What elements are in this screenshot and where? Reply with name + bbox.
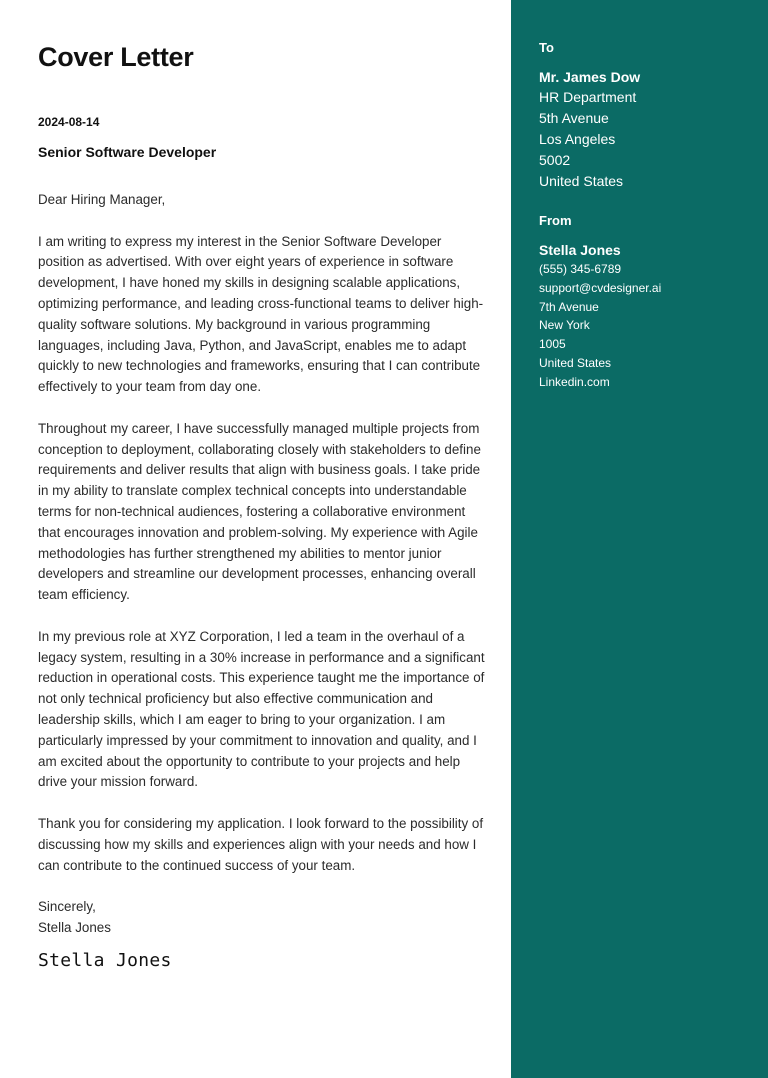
letter-date: 2024-08-14 (38, 115, 100, 129)
sender-heading: From (539, 213, 572, 228)
sender-country: United States (539, 355, 612, 370)
sender-email: support@cvdesigner.ai (539, 280, 662, 295)
page-title: Cover Letter (38, 42, 194, 72)
letter-body (38, 190, 490, 939)
paragraph-3: In my previous role at XYZ Corporation, I led a team in the overhaul of a legacy system, resulting in a 30% increase in performance and a significant reduction in operational costs. This experience taught me the importance of not only technical proficiency but also effective communication and leadership skills, which I am eager to bring to your organization. I am particularly impressed by your commitment to innovation and quality, and I am excited about the opportunity to contribute to your projects and help drive your mission forward. (38, 628, 485, 790)
paragraph-1: I am writing to express my interest in the Senior Software Developer position as advertised. With over eight years of experience in software development, I have honed my skills in designing scalable applications, optimizing performance, and leading cross-functional teams to deliver high-quality software solutions. My background in various programming languages, including Java, Python, and JavaScript, enables me to adapt quickly to new technologies and frameworks, ensuring that I can contribute effectively to your team from day one. (38, 233, 484, 395)
signature: Stella Jones (38, 950, 172, 971)
recipient-street: 5th Avenue (539, 110, 609, 126)
closing-name: Stella Jones (38, 919, 111, 935)
recipient-name: Mr. James Dow (539, 69, 641, 85)
sender-phone: (555) 345-6789 (539, 262, 622, 276)
recipient-heading: To (539, 40, 554, 55)
paragraph-2: Throughout my career, I have successfully managed multiple projects from conception to deployment, collaborating closely with stakeholders to define requirements and deliver results that align with business goals. I take pride in my ability to translate complex technical concepts into understandable terms for non-technical audiences, fostering a collaborative environment that encourages innovation and problem-solving. My experience with Agile methodologies has further strengthened my abilities to mentor junior developers and streamline our development processes, enhancing overall team efficiency. (38, 420, 481, 603)
paragraph-4: Thank you for considering my application. I look forward to the possibility of discussing how my skills and experiences align with your needs and how I can contribute to the continued success of your team. (38, 815, 484, 873)
sender-street: 7th Avenue (539, 299, 599, 314)
closing: Sincerely, (38, 899, 96, 915)
sender-zip: 1005 (539, 337, 566, 352)
sender-city: New York (539, 318, 590, 333)
sender-website: Linkedin.com (539, 374, 610, 389)
recipient-city: Los Angeles (539, 131, 616, 147)
recipient-address (539, 87, 636, 192)
sender-contact (539, 260, 661, 392)
greeting: Dear Hiring Manager, (38, 192, 166, 207)
job-position: Senior Software Developer (38, 144, 217, 160)
recipient-department: HR Department (539, 89, 637, 105)
contact-sidebar (511, 0, 768, 1078)
recipient-zip: 5002 (539, 152, 571, 168)
sender-name: Stella Jones (539, 242, 621, 258)
recipient-country: United States (539, 173, 624, 189)
